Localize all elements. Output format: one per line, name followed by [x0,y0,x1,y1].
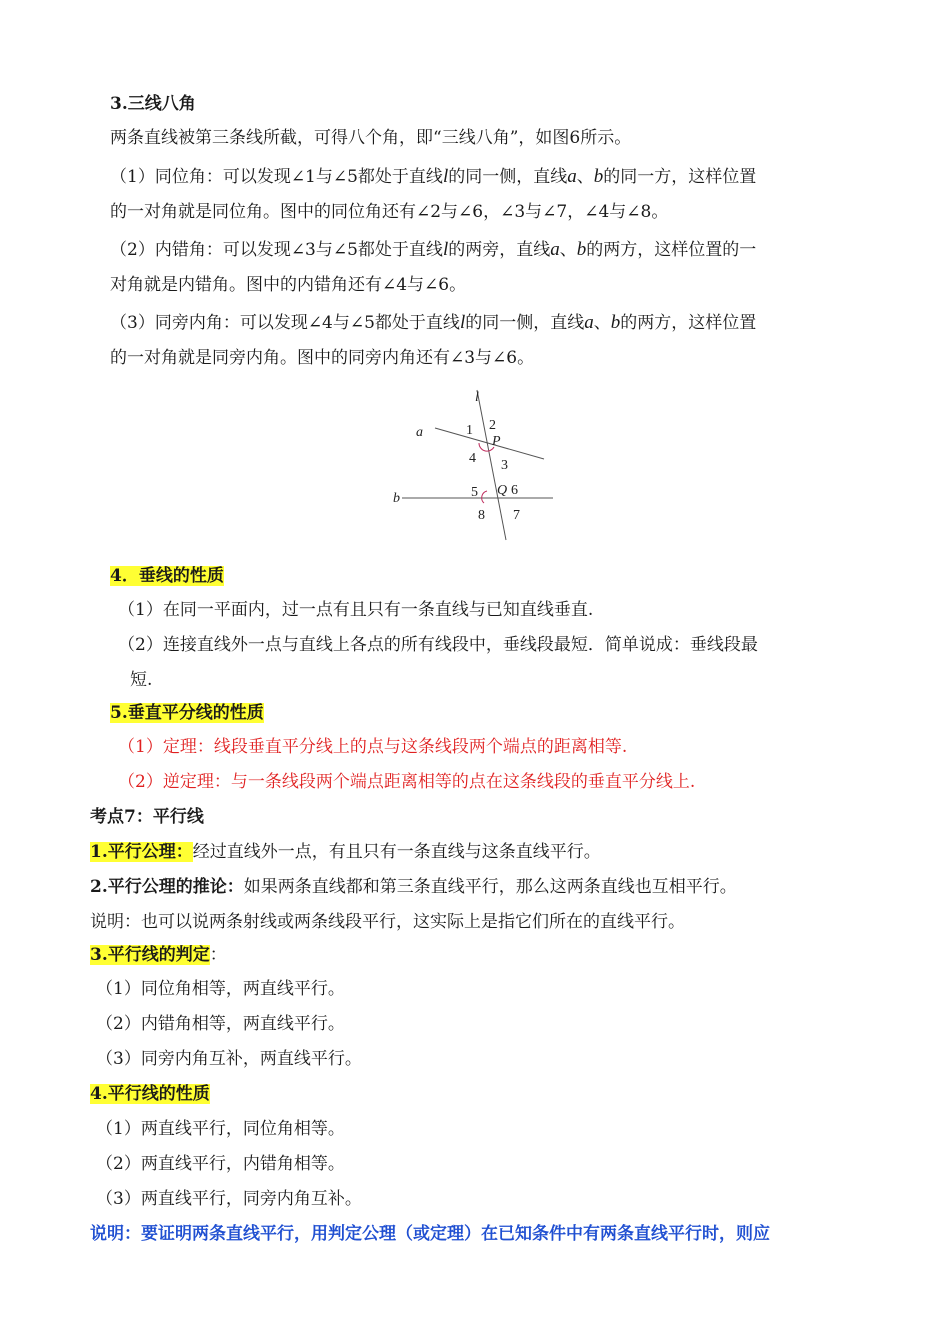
section-3-intro: 两条直线被第三条线所截，可得八个角，即“三线八角”，如图6所示。 [110,128,632,148]
var-a: a [550,239,560,260]
para-corresponding-angles-cont: 的一对角就是同位角。图中的同位角还有∠2与∠6，∠3与∠7，∠4与∠8。 [110,202,669,222]
section-5-title: 5.垂直平分线的性质 [110,703,264,723]
parallel-note: 说明：也可以说两条射线或两条线段平行，这实际上是指它们所在的直线平行。 [90,912,685,932]
angle-label-5: 5 [471,485,478,500]
var-a: a [584,312,594,333]
var-a: a [567,166,577,187]
angle-label-2: 2 [489,418,496,433]
label-line-a: a [416,425,423,440]
section-5-theorem: （1）定理：线段垂直平分线上的点与这条线段两个端点的距离相等. [118,737,628,757]
angle-label-6: 6 [511,483,518,498]
angle-label-4: 4 [469,451,476,466]
var-b: b [610,312,621,333]
section-4-item-1: （1）在同一平面内，过一点有且只有一条直线与已知直线垂直. [118,600,594,620]
angle-label-3: 3 [501,458,508,473]
angle-label-1: 1 [466,423,473,438]
angle-arc-q [482,491,487,503]
final-note: 说明：要证明两条直线平行，用判定公理（或定理）在已知条件中有两条直线平行时，则应 [90,1224,770,1244]
parallel-property-title: 4.平行线的性质 [90,1084,210,1104]
section-5-converse: （2）逆定理：与一条线段两个端点距离相等的点在这条线段的垂直平分线上. [118,772,696,792]
section-4-title: 4．垂线的性质 [110,566,224,586]
parallel-axiom: 1.平行公理：经过直线外一点，有且只有一条直线与这条直线平行。 [90,842,601,862]
angle-label-7: 7 [513,508,520,523]
label-point-p: P [492,434,501,449]
label-point-q: Q [497,483,508,498]
para-corresponding-angles: （1）同位角：可以发现∠1与∠5都处于直线l的同一侧，直线a、b的同一方，这样位置 [110,166,757,187]
section-4-item-2: （2）连接直线外一点与直线上各点的所有线段中，垂线段最短．简单说成：垂线段最 [118,635,758,655]
three-lines-eight-angles-figure [380,385,570,545]
property-item-3: （3）两直线平行，同旁内角互补。 [96,1189,362,1209]
var-b: b [593,166,604,187]
section-4-item-2-cont: 短. [130,670,153,690]
para-alternate-angles: （2）内错角：可以发现∠3与∠5都处于直线l的两旁，直线a、b的两方，这样位置的一 [110,239,757,260]
parallel-axiom-corollary: 2.平行公理的推论：如果两条直线都和第三条直线平行，那么这两条直线也互相平行。 [90,877,737,897]
property-item-2: （2）两直线平行，内错角相等。 [96,1154,345,1174]
para-alternate-angles-cont: 对角就是内错角。图中的内错角还有∠4与∠6。 [110,275,467,295]
judgment-item-2: （2）内错角相等，两直线平行。 [96,1014,345,1034]
var-l: l [459,312,466,333]
para-co-interior-angles-cont: 的一对角就是同旁内角。图中的同旁内角还有∠3与∠6。 [110,348,535,368]
topic-7-title: 考点7：平行线 [90,807,204,827]
judgment-item-3: （3）同旁内角互补，两直线平行。 [96,1049,362,1069]
angle-label-8: 8 [478,508,485,523]
property-item-1: （1）两直线平行，同位角相等。 [96,1119,345,1139]
label-line-l: l [475,390,479,405]
var-b: b [576,239,587,260]
var-l: l [442,239,449,260]
section-3-title: 3.三线八角 [110,94,196,114]
para-co-interior-angles: （3）同旁内角：可以发现∠4与∠5都处于直线l的同一侧，直线a、b的两方，这样位置 [110,312,757,333]
judgment-item-1: （1）同位角相等，两直线平行。 [96,979,345,999]
var-l: l [442,166,449,187]
parallel-judgment-title: 3.平行线的判定： [90,945,227,965]
label-line-b: b [393,491,400,506]
